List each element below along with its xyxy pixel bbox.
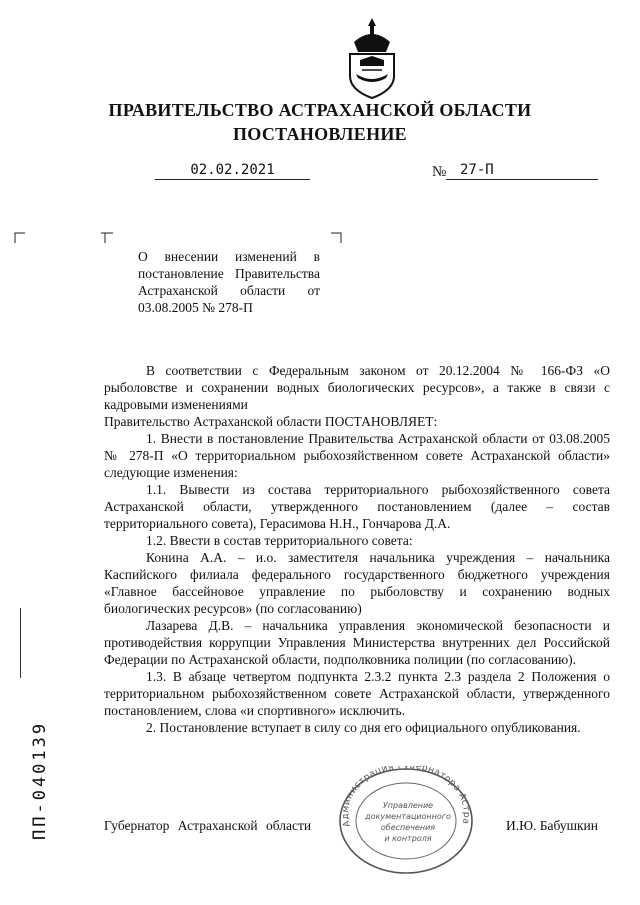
coat-of-arms-icon [340,16,404,100]
svg-text:обеспечения: обеспечения [380,823,436,832]
resolves-paragraph: Правительство Астраханской области ПОСТАНОВЛЯЕТ: [104,414,438,429]
side-registration-code: ПП-040139 [30,720,50,840]
corner-mark [14,232,26,244]
svg-text:и контроля: и контроля [384,834,432,843]
svg-text:Управление: Управление [382,801,434,810]
preamble-paragraph: В соответствии с Федеральным законом от 20.12.2004 № 166-ФЗ «О рыболовстве и сохранении водных биологических ресурсов», а также в связи с кадровыми изменениями [104,363,610,412]
doc-type-title: ПОСТАНОВЛЕНИЕ [233,124,407,144]
member-konin-paragraph: Конина А.А. – и.о. заместителя начальника учреждения – начальника Каспийского филиала федерального государственного бюджетного учреждения «Главное бассейновое управление по рыболовству и сохранению водных биологических ресурсов» (по согласованию) [104,550,610,616]
margin-line [20,608,21,678]
corner-mark [330,232,342,244]
doc-date: 02.02.2021 [155,162,310,180]
number-sign: № [432,164,447,180]
corner-mark [100,232,114,244]
signatory-position: Губернатор Астраханской области [104,818,312,833]
stamp-seal [336,766,476,876]
body-text [104,362,610,736]
subject-block: О внесении изменений в постановление Правительства Астраханской области от 03.08.2005 № 278-П [138,249,320,315]
member-lazarev-paragraph: Лазарева Д.В. – начальника управления экономической безопасности и противодействия коррупции Управления Министерства внутренних дел Российской Федерации по Астраханской области, подполковника полиции (по согласованию). [104,618,610,667]
svg-text:Администрация Губернатора Астр: Администрация Губернатора Астра [340,766,472,828]
org-title: ПРАВИТЕЛЬСТВО АСТРАХАНСКОЙ ОБЛАСТИ [108,100,532,120]
signatory-name: И.Ю. Бабушкин [506,818,599,833]
item-1-2-paragraph: 1.2. Ввести в состав территориального совета: [146,533,413,548]
item-2-paragraph: 2. Постановление вступает в силу со дня его официального опубликования. [146,720,581,735]
item-1-3-paragraph: 1.3. В абзаце четвертом подпункта 2.3.2 пункта 2.3 раздела 2 Положения о территориальном рыбохозяйственном совете Астраханской области, утвержденного постановлением, слова «и спортивного» исключить. [104,669,610,718]
item-1-paragraph: 1. Внести в постановление Правительства Астраханской области от 03.08.2005 № 278-П «О территориальном рыбохозяйственном совете Астраханской области» следующие изменения: [104,431,610,480]
item-1-1-paragraph: 1.1. Вывести из состава территориального рыбохозяйственного совета Астраханской области, утвержденного постановлением (далее – состав территориального совета), Герасимова Н.Н., Гончарова Д.А. [104,482,610,531]
svg-text:документационного: документационного [365,812,451,821]
doc-number: 27-П [446,162,598,180]
